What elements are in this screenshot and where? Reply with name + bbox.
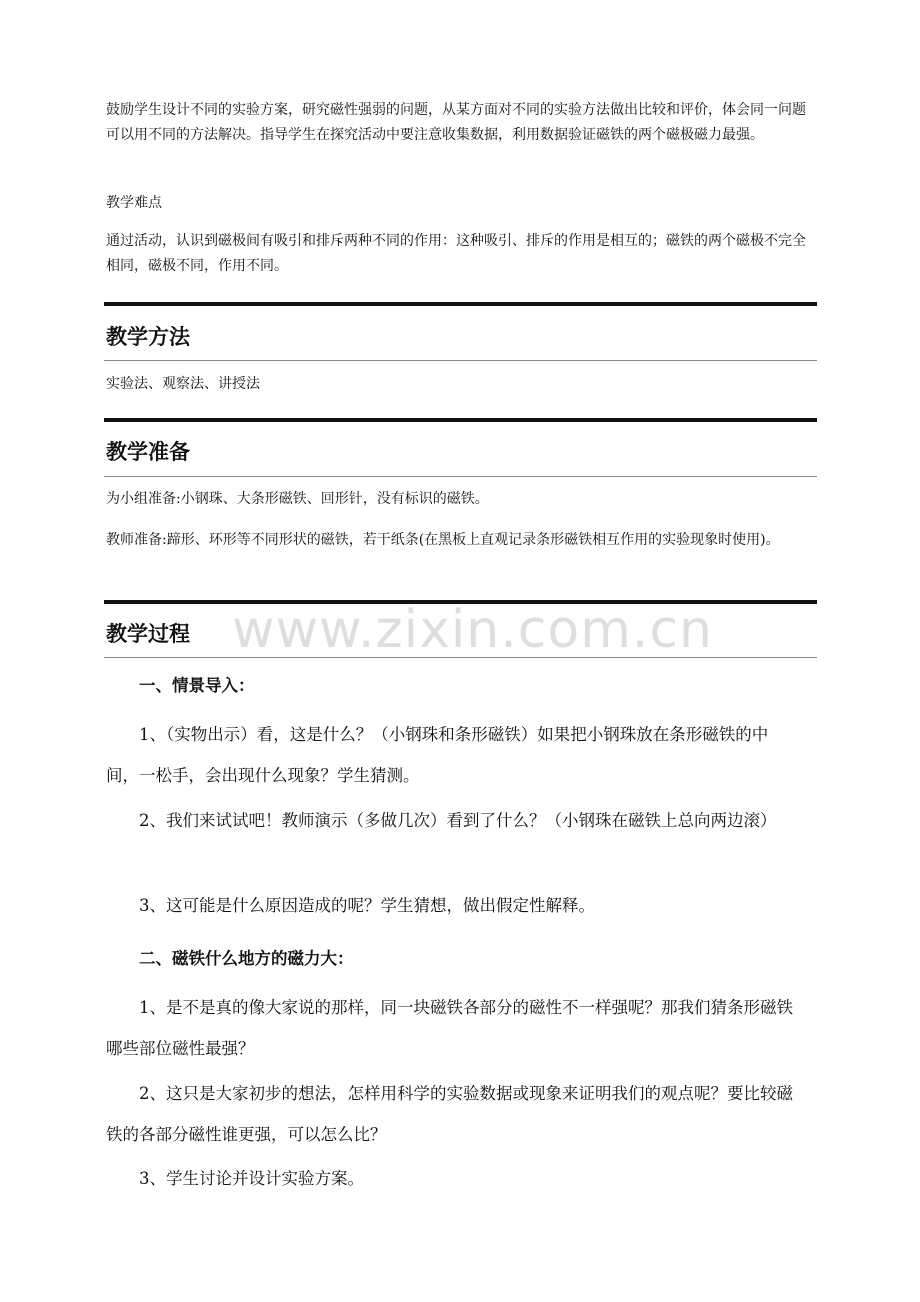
section-divider-thin: [104, 657, 817, 658]
process-item: 3、学生讨论并设计实验方案。: [139, 1169, 364, 1188]
section-divider-thick: [104, 418, 817, 422]
section-divider-thick: [104, 600, 817, 604]
process-heading: 教学过程: [106, 622, 190, 646]
process-item: 2、我们来试试吧！教师演示（多做几次）看到了什么？（小钢珠在磁铁上总向两边滚）: [139, 811, 777, 830]
preparation-teacher: 教师准备:蹄形、环形等不同形状的磁铁，若干纸条(在黑板上直观记录条形磁铁相互作用的实验现象时使用)。: [106, 532, 780, 548]
section-divider-thick: [104, 302, 817, 306]
section-divider-thin: [104, 476, 817, 477]
intro-paragraph: 鼓励学生设计不同的实验方案，研究磁性强弱的问题，从某方面对不同的实验方法做出比较和评价，体会同一问题可以用不同的方法解决。指导学生在探究活动中要注意收集数据，利用数据验证磁铁的两个磁极磁力最强。: [106, 102, 806, 143]
section-divider-thin: [104, 360, 817, 361]
preparation-group: 为小组准备:小钢珠、大条形磁铁、回形针，没有标识的磁铁。: [106, 491, 489, 507]
methods-heading: 教学方法: [106, 325, 190, 349]
difficulty-label: 教学难点: [106, 195, 162, 211]
watermark: www.zixin.com.cn: [232, 600, 713, 660]
preparation-heading: 教学准备: [106, 440, 190, 464]
process-section2-title: 二、磁铁什么地方的磁力大：: [139, 949, 354, 968]
process-item: 1、是不是真的像大家说的那样，同一块磁铁各部分的磁性不一样强呢？那我们猜条形磁铁哪些部位磁性最强？: [106, 998, 793, 1058]
methods-text: 实验法、观察法、讲授法: [106, 376, 260, 392]
process-section1-title: 一、情景导入：: [139, 676, 255, 695]
difficulty-text: 通过活动，认识到磁极间有吸引和排斥两种不同的作用：这种吸引、排斥的作用是相互的；磁铁的两个磁极不完全相同，磁极不同，作用不同。: [106, 233, 806, 274]
process-item: 2、这只是大家初步的想法，怎样用科学的实验数据或现象来证明我们的观点呢？要比较磁铁的各部分磁性谁更强，可以怎么比？: [106, 1084, 793, 1144]
process-item: 3、这可能是什么原因造成的呢？学生猜想，做出假定性解释。: [139, 896, 595, 915]
process-item: 1、（实物出示）看，这是什么？（小钢珠和条形磁铁）如果把小钢珠放在条形磁铁的中间，一松手，会出现什么现象？学生猜测。: [106, 725, 769, 785]
